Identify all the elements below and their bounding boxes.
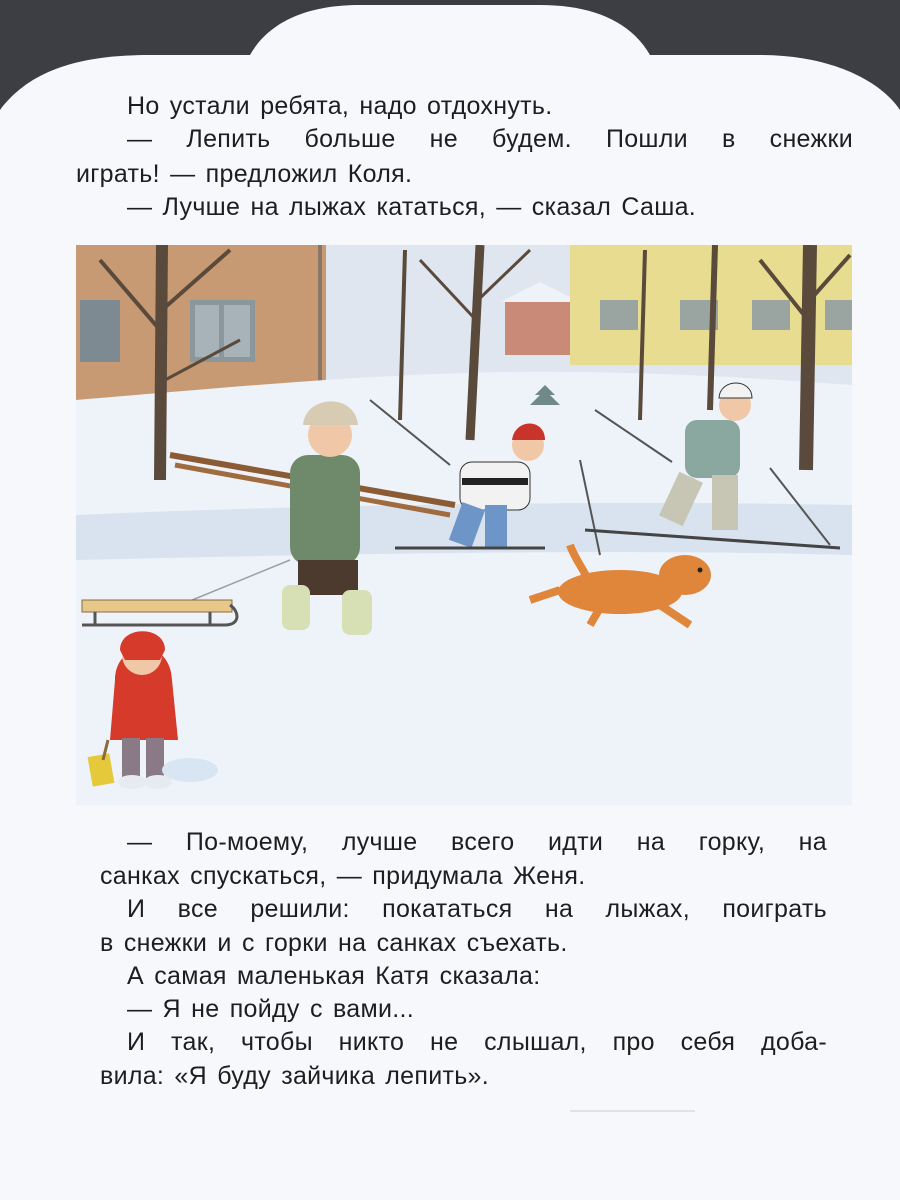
- paragraph-line: — Лепить больше не будем. Пошли в снежки: [127, 125, 853, 153]
- paragraph-line: — По-моему, лучше всего идти на горку, на: [127, 828, 827, 856]
- paragraph-line: в снежки и с горки на санках съехать.: [100, 929, 568, 957]
- paragraph-line: Но устали ребята, надо отдохнуть.: [127, 92, 553, 120]
- paragraph-line: — Я не пойду с вами...: [127, 995, 414, 1023]
- paragraph-line: И все решили: покататься на лыжах, поиграть: [127, 895, 827, 923]
- paragraph-line: И так, чтобы никто не слышал, про себя доба-: [127, 1028, 827, 1056]
- paragraph-line: играть! — предложил Коля.: [76, 160, 413, 188]
- paragraph-line: — Лучше на лыжах кататься, — сказал Саша.: [127, 193, 697, 221]
- paragraph-line: вила: «Я буду зайчика лепить».: [100, 1062, 489, 1090]
- paragraph-line: А самая маленькая Катя сказала:: [127, 962, 541, 990]
- winter-illustration: [76, 245, 852, 805]
- paragraph-line: санках спускаться, — придумала Женя.: [100, 862, 586, 890]
